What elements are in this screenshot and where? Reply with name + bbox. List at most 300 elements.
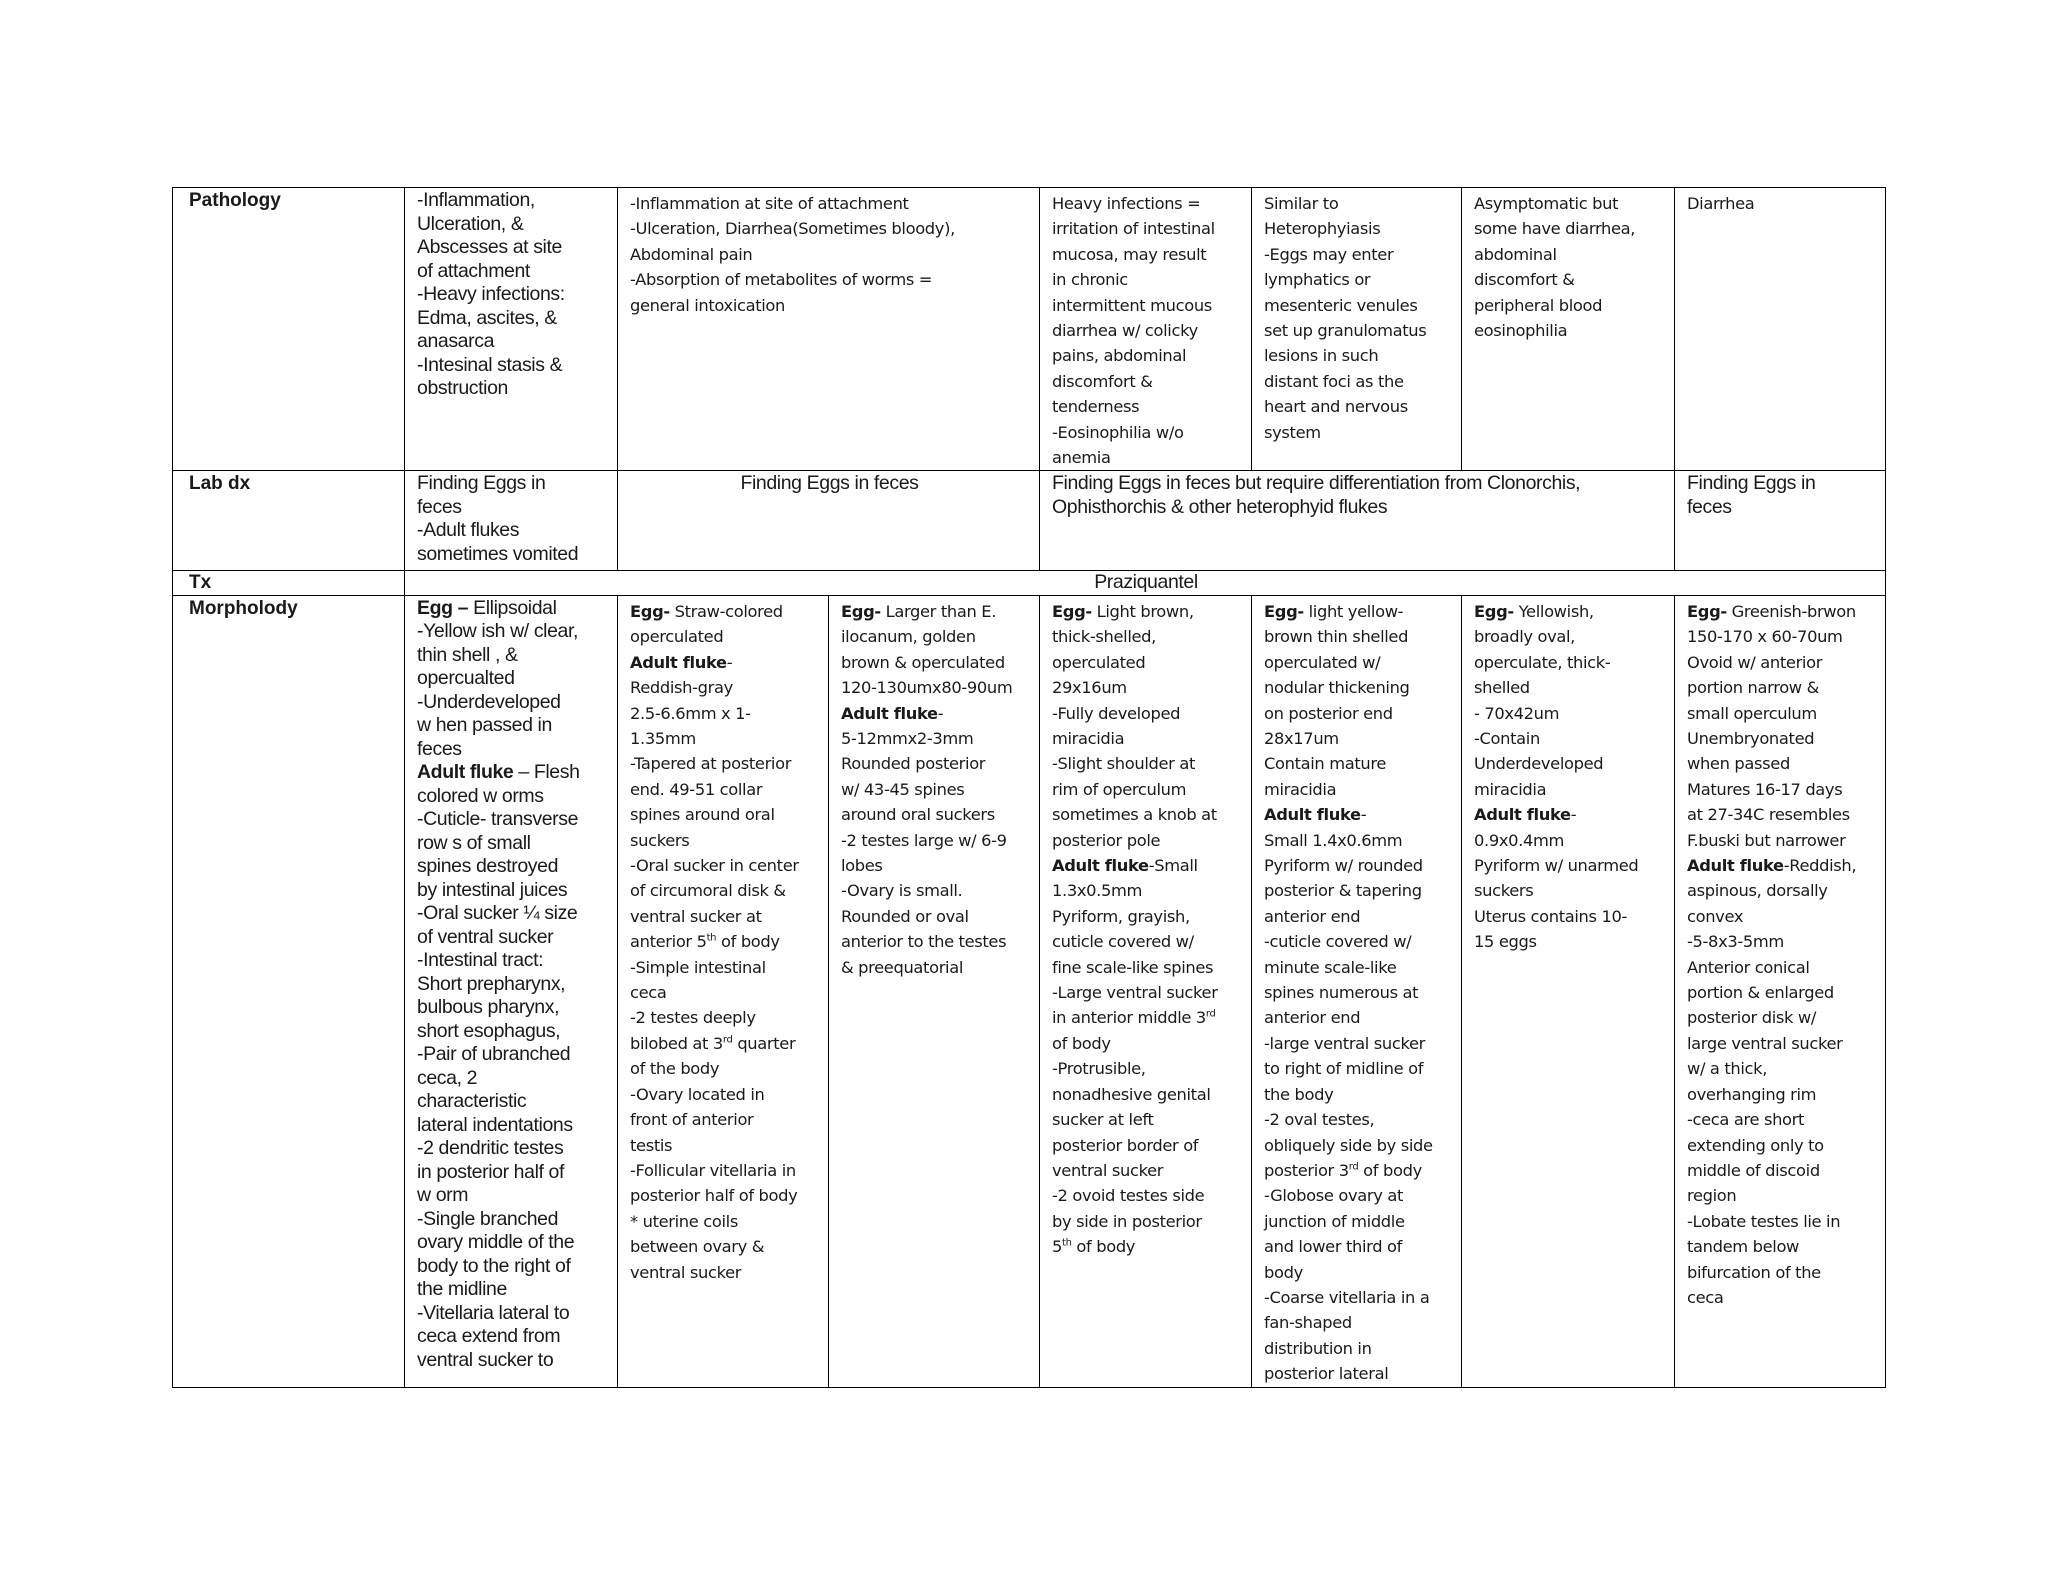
text-line bbox=[1052, 1209, 1241, 1234]
text-line bbox=[417, 879, 607, 903]
morphology-col6 bbox=[1462, 595, 1675, 1387]
line-text: posterior & tapering bbox=[1264, 881, 1422, 901]
line-text: ventral sucker bbox=[630, 1262, 742, 1282]
text-line bbox=[1687, 599, 1875, 624]
line-text: -ceca are short bbox=[1687, 1110, 1805, 1130]
text-line: -Intesinal stasis & bbox=[417, 353, 563, 376]
line-text: -cuticle covered w/ bbox=[1264, 932, 1412, 952]
line-text: colored w orms bbox=[417, 784, 544, 807]
text-line: feces bbox=[417, 495, 462, 518]
text-line bbox=[1687, 1031, 1875, 1056]
text-line bbox=[1687, 929, 1875, 954]
line-text: 0.9x0.4mm bbox=[1474, 830, 1564, 850]
text-line bbox=[417, 714, 607, 738]
text-line bbox=[1052, 1031, 1241, 1056]
text-line bbox=[1687, 1260, 1875, 1285]
bold-label: Adult fluke bbox=[417, 761, 519, 784]
text-line bbox=[1687, 701, 1875, 726]
header-lab-dx: Lab dx bbox=[173, 471, 405, 571]
text-line bbox=[417, 1020, 607, 1044]
text-line bbox=[1052, 878, 1241, 903]
text-line bbox=[630, 878, 818, 903]
text-line bbox=[630, 904, 818, 929]
line-text: short esophagus, bbox=[417, 1019, 561, 1042]
line-text: -Protrusible, bbox=[1052, 1059, 1146, 1079]
text-line bbox=[417, 597, 607, 621]
text-line: discomfort & bbox=[1474, 270, 1575, 290]
text-line bbox=[841, 878, 1029, 903]
line-text: when passed bbox=[1687, 754, 1790, 774]
text-line bbox=[630, 701, 818, 726]
text-line bbox=[1264, 1107, 1451, 1132]
line-text: sometimes a knob at bbox=[1052, 805, 1217, 825]
text-line bbox=[417, 644, 607, 668]
text-line: -Inflammation, bbox=[417, 189, 535, 211]
line-text: -2 testes deeply bbox=[630, 1008, 756, 1028]
text-line bbox=[1687, 1285, 1875, 1310]
text-line bbox=[417, 1302, 607, 1326]
text-line bbox=[1264, 624, 1451, 649]
line-text: light yellow- bbox=[1303, 601, 1404, 621]
line-text: of circumoral disk & bbox=[630, 881, 786, 901]
text-line bbox=[1052, 675, 1241, 700]
text-line: diarrhea w/ colicky bbox=[1052, 321, 1198, 341]
text-line bbox=[630, 751, 818, 776]
line-text: spines numerous at bbox=[1264, 983, 1419, 1003]
text-line bbox=[1474, 929, 1664, 954]
text-line bbox=[1264, 929, 1451, 954]
line-text: -Reddish, bbox=[1783, 856, 1857, 876]
line-text: -Cuticle- transverse bbox=[417, 808, 579, 831]
text-line: anemia bbox=[1052, 448, 1111, 468]
morphology-col2 bbox=[618, 595, 829, 1387]
line-text: -Slight shoulder at bbox=[1052, 754, 1196, 774]
labdx-col7 bbox=[1675, 471, 1886, 571]
text-line bbox=[630, 1031, 818, 1056]
text-line: mucosa, may result bbox=[1052, 244, 1207, 264]
text-line bbox=[417, 832, 607, 856]
line-text: Pyriform w/ unarmed bbox=[1474, 856, 1639, 876]
line-text: * uterine coils bbox=[630, 1211, 738, 1231]
text-line bbox=[417, 667, 607, 691]
text-line bbox=[841, 624, 1029, 649]
bold-label: Adult fluke bbox=[1052, 856, 1149, 876]
row-morphology bbox=[173, 595, 1886, 1387]
text-line bbox=[1687, 675, 1875, 700]
text-line bbox=[1264, 904, 1451, 929]
text-line bbox=[417, 973, 607, 997]
text-line bbox=[1474, 853, 1664, 878]
line-text: broadly oval, bbox=[1474, 627, 1575, 647]
line-text: -Follicular vitellaria in bbox=[630, 1160, 796, 1180]
line-text: -Intestinal tract: bbox=[417, 949, 544, 972]
line-text: posterior disk w/ bbox=[1687, 1008, 1817, 1028]
text-line bbox=[1687, 650, 1875, 675]
text-line bbox=[417, 926, 607, 950]
pathology-col4 bbox=[1040, 188, 1252, 471]
bold-label: Egg- bbox=[841, 601, 881, 621]
line-text: Small 1.4x0.6mm bbox=[1264, 830, 1403, 850]
line-text: Rounded or oval bbox=[841, 906, 969, 926]
line-text: Ellipsoidal bbox=[473, 596, 557, 619]
line-text: -Ovary located in bbox=[630, 1084, 765, 1104]
text-line bbox=[630, 1158, 818, 1183]
text-line bbox=[841, 828, 1029, 853]
text-line: Asymptomatic but bbox=[1474, 194, 1619, 213]
line-text: 120-130umx80-90um bbox=[841, 678, 1013, 698]
line-text: portion narrow & bbox=[1687, 678, 1819, 698]
text-line: discomfort & bbox=[1052, 371, 1153, 391]
line-text: - bbox=[1570, 805, 1577, 825]
text-line bbox=[630, 980, 818, 1005]
morphology-col3 bbox=[829, 595, 1040, 1387]
text-line bbox=[1264, 777, 1451, 802]
text-line bbox=[841, 929, 1029, 954]
text-line: Heavy infections = bbox=[1052, 194, 1201, 213]
line-text: - bbox=[937, 703, 944, 723]
text-line: lesions in such bbox=[1264, 346, 1379, 366]
line-text: ceca bbox=[630, 983, 667, 1003]
line-text: between ovary & bbox=[630, 1237, 765, 1257]
line-text: bulbous pharynx, bbox=[417, 996, 560, 1019]
line-text: F.buski but narrower bbox=[1687, 830, 1846, 850]
line-text: 5 bbox=[1052, 1237, 1063, 1257]
line-text: end. 49-51 collar bbox=[630, 779, 763, 799]
line-text: miracidia bbox=[1052, 729, 1125, 748]
text-line: lymphatics or bbox=[1264, 270, 1371, 290]
pathology-col7 bbox=[1675, 188, 1886, 471]
text-line: tenderness bbox=[1052, 397, 1140, 417]
line-text: body bbox=[1264, 1262, 1303, 1282]
text-line bbox=[1052, 980, 1241, 1005]
morphology-col7 bbox=[1675, 595, 1886, 1387]
text-line: -Heavy infections: bbox=[417, 283, 565, 305]
line-text: Light brown, bbox=[1091, 601, 1194, 621]
text-line bbox=[417, 1090, 607, 1114]
line-text: 5-12mmx2-3mm bbox=[841, 729, 974, 748]
line-text: -large ventral sucker bbox=[1264, 1033, 1425, 1053]
labdx-col2: Finding Eggs in feces bbox=[618, 471, 1040, 571]
text-line bbox=[841, 777, 1029, 802]
line-text: Underdeveloped bbox=[1474, 754, 1604, 774]
line-text: -Pair of ubranched bbox=[417, 1043, 571, 1066]
text-line bbox=[1474, 828, 1664, 853]
row-tx bbox=[173, 571, 1886, 596]
text-line bbox=[1264, 1336, 1451, 1361]
line-text: 1.3x0.5mm bbox=[1052, 881, 1142, 901]
text-line bbox=[1264, 1310, 1451, 1335]
text-line bbox=[841, 675, 1029, 700]
line-text: -2 testes large w/ 6-9 bbox=[841, 830, 1007, 850]
line-text: - 70x42um bbox=[1474, 703, 1560, 723]
text-line bbox=[1052, 1133, 1241, 1158]
line-text: bifurcation of the bbox=[1687, 1262, 1821, 1282]
text-line bbox=[1052, 701, 1241, 726]
text-line bbox=[1687, 726, 1875, 751]
tx-value: Praziquantel bbox=[405, 571, 1886, 596]
text-line bbox=[417, 1231, 607, 1255]
bold-label: Adult fluke bbox=[1687, 856, 1784, 876]
line-text: -2 ovoid testes side bbox=[1052, 1186, 1205, 1206]
line-text: operculated w/ bbox=[1264, 652, 1381, 672]
text-line bbox=[841, 853, 1029, 878]
text-line bbox=[630, 1056, 818, 1081]
text-line bbox=[417, 1278, 607, 1302]
text-line bbox=[1052, 624, 1241, 649]
line-text: thin shell , & bbox=[417, 643, 518, 666]
line-text: anterior end bbox=[1264, 906, 1361, 926]
line-text: suckers bbox=[630, 830, 690, 850]
text-line bbox=[630, 1107, 818, 1132]
line-text: obliquely side by side bbox=[1264, 1135, 1433, 1155]
line-text: 28x17um bbox=[1264, 729, 1339, 748]
line-text: 2.5-6.6mm x 1- bbox=[630, 703, 751, 723]
line-text: w orm bbox=[417, 1184, 469, 1207]
text-line bbox=[417, 1137, 607, 1161]
line-text: large ventral sucker bbox=[1687, 1033, 1843, 1053]
line-text: Ovoid w/ anterior bbox=[1687, 652, 1823, 672]
line-text: thick-shelled, bbox=[1052, 627, 1156, 647]
text-line bbox=[1474, 675, 1664, 700]
line-text: spines around oral bbox=[630, 805, 775, 825]
line-text: 1.35mm bbox=[630, 729, 696, 748]
text-line bbox=[630, 1260, 818, 1285]
text-line bbox=[417, 620, 607, 644]
text-line bbox=[841, 726, 1029, 751]
line-text: anterior to the testes bbox=[841, 932, 1007, 952]
text-line bbox=[841, 650, 1029, 675]
line-text: testis bbox=[630, 1135, 673, 1155]
line-text: small operculum bbox=[1687, 703, 1817, 723]
text-line: Abscesses at site bbox=[417, 236, 562, 258]
text-line bbox=[1687, 777, 1875, 802]
line-text: Uterus contains 10- bbox=[1474, 906, 1628, 926]
line-text: feces bbox=[417, 737, 462, 760]
text-line bbox=[1052, 1082, 1241, 1107]
text-line bbox=[1687, 853, 1875, 878]
text-line bbox=[1264, 1285, 1451, 1310]
text-line bbox=[417, 808, 607, 832]
text-line bbox=[630, 955, 818, 980]
line-text: 15 eggs bbox=[1474, 932, 1537, 952]
text-line bbox=[1052, 1005, 1241, 1030]
bold-label: Egg- bbox=[1052, 601, 1092, 621]
text-line bbox=[1052, 955, 1241, 980]
text-line bbox=[1687, 1005, 1875, 1030]
text-line: Finding Eggs in bbox=[417, 472, 546, 495]
line-text: w/ 43-45 spines bbox=[841, 779, 965, 799]
line-text: Short prepharynx, bbox=[417, 972, 566, 995]
line-text: miracidia bbox=[1474, 779, 1547, 799]
text-line bbox=[1052, 599, 1241, 624]
line-text: - bbox=[726, 652, 733, 672]
text-line bbox=[1264, 878, 1451, 903]
line-text: -Fully developed bbox=[1052, 703, 1181, 723]
text-line: abdominal bbox=[1474, 244, 1557, 264]
row-lab-dx bbox=[173, 471, 1886, 571]
pathology-col1 bbox=[405, 188, 618, 471]
line-text: Anterior conical bbox=[1687, 957, 1810, 977]
superscript: rd bbox=[1348, 1161, 1359, 1173]
text-line: in chronic bbox=[1052, 270, 1128, 290]
line-text: junction of middle bbox=[1264, 1211, 1405, 1231]
text-line bbox=[630, 1183, 818, 1208]
bold-label: Adult fluke bbox=[630, 652, 727, 672]
line-text: spines destroyed bbox=[417, 855, 559, 878]
text-line bbox=[630, 624, 818, 649]
bold-label: Egg- bbox=[1687, 601, 1727, 621]
text-line bbox=[630, 1082, 818, 1107]
text-line: Ophisthorchis & other heterophyid flukes bbox=[1052, 495, 1388, 518]
text-line: -Absorption of metabolites of worms = bbox=[630, 270, 933, 290]
line-text: nonadhesive genital bbox=[1052, 1084, 1211, 1104]
text-line bbox=[630, 1005, 818, 1030]
text-line bbox=[1264, 1209, 1451, 1234]
text-line bbox=[1052, 828, 1241, 853]
text-line bbox=[1474, 777, 1664, 802]
line-text: miracidia bbox=[1264, 779, 1337, 799]
text-line: set up granulomatus bbox=[1264, 321, 1427, 341]
text-line bbox=[417, 949, 607, 973]
bold-label: Egg- bbox=[630, 601, 670, 621]
line-text: the midline bbox=[417, 1278, 507, 1301]
line-text-after: of body bbox=[716, 932, 780, 952]
line-text: posterior border of bbox=[1052, 1135, 1199, 1155]
line-text: 29x16um bbox=[1052, 678, 1127, 698]
line-text: front of anterior bbox=[630, 1110, 754, 1130]
line-text: overhanging rim bbox=[1687, 1084, 1817, 1104]
line-text: Larger than E. bbox=[880, 601, 997, 621]
line-text: lobes bbox=[841, 856, 883, 876]
line-text: convex bbox=[1687, 906, 1744, 926]
text-line bbox=[1687, 1234, 1875, 1259]
line-text: the body bbox=[1264, 1084, 1334, 1104]
text-line bbox=[417, 1114, 607, 1138]
text-line bbox=[417, 738, 607, 762]
text-line bbox=[1052, 853, 1241, 878]
line-text: ilocanum, golden bbox=[841, 627, 976, 647]
text-line bbox=[1264, 675, 1451, 700]
text-line bbox=[1264, 701, 1451, 726]
line-text: -Simple intestinal bbox=[630, 957, 766, 977]
text-line bbox=[1687, 802, 1875, 827]
text-line bbox=[1264, 751, 1451, 776]
bold-label: Egg- bbox=[1264, 601, 1304, 621]
line-text: row s of small bbox=[417, 831, 531, 854]
text-line bbox=[1264, 1361, 1451, 1386]
line-text: Pyriform w/ rounded bbox=[1264, 856, 1423, 876]
morphology-col5 bbox=[1252, 595, 1462, 1387]
line-text: to right of midline of bbox=[1264, 1059, 1424, 1079]
text-line bbox=[417, 1184, 607, 1208]
text-line bbox=[1687, 1107, 1875, 1132]
text-line: mesenteric venules bbox=[1264, 295, 1418, 315]
text-line bbox=[1264, 955, 1451, 980]
text-line bbox=[1687, 624, 1875, 649]
line-text: Rounded posterior bbox=[841, 754, 986, 774]
text-line bbox=[630, 853, 818, 878]
line-text: of body bbox=[1052, 1033, 1111, 1053]
line-text: of ventral sucker bbox=[417, 925, 554, 948]
line-text: -Oral sucker in center bbox=[630, 856, 799, 876]
text-line bbox=[1474, 878, 1664, 903]
line-text: -Vitellaria lateral to bbox=[417, 1301, 570, 1324]
line-text: anterior 5 bbox=[630, 932, 707, 952]
pathology-col2 bbox=[618, 188, 1040, 471]
line-text: sucker at left bbox=[1052, 1110, 1154, 1130]
text-line bbox=[417, 1255, 607, 1279]
line-text: -Globose ovary at bbox=[1264, 1186, 1404, 1206]
text-line bbox=[1687, 828, 1875, 853]
line-text: -Yellow ish w/ clear, bbox=[417, 620, 579, 643]
morphology-col4 bbox=[1040, 595, 1252, 1387]
line-text: posterior 3 bbox=[1264, 1160, 1349, 1180]
line-text: Greenish-brwon bbox=[1726, 601, 1856, 621]
line-text: operculate, thick- bbox=[1474, 652, 1611, 672]
text-line bbox=[1264, 853, 1451, 878]
superscript: rd bbox=[722, 1034, 733, 1046]
line-text: -Oral sucker ¼ size bbox=[417, 902, 578, 925]
line-text: lateral indentations bbox=[417, 1113, 573, 1136]
line-text: w hen passed in bbox=[417, 714, 552, 737]
line-text: ovary middle of the bbox=[417, 1231, 575, 1254]
text-line bbox=[630, 777, 818, 802]
line-text: tandem below bbox=[1687, 1237, 1800, 1257]
bold-label: Adult fluke bbox=[841, 703, 938, 723]
text-line bbox=[1052, 650, 1241, 675]
text-line bbox=[417, 785, 607, 809]
text-line bbox=[630, 828, 818, 853]
text-line bbox=[417, 855, 607, 879]
text-line bbox=[1052, 1107, 1241, 1132]
header-pathology: Pathology bbox=[173, 188, 405, 471]
morphology-col1 bbox=[405, 595, 618, 1387]
text-line: peripheral blood bbox=[1474, 295, 1603, 315]
line-text: -Tapered at posterior bbox=[630, 754, 792, 774]
line-text: in anterior middle 3 bbox=[1052, 1008, 1206, 1028]
text-line bbox=[1687, 955, 1875, 980]
text-line bbox=[841, 599, 1029, 624]
line-text: -Contain bbox=[1474, 729, 1540, 748]
text-line: of attachment bbox=[417, 259, 530, 282]
text-line bbox=[417, 1161, 607, 1185]
text-line bbox=[417, 691, 607, 715]
line-text: suckers bbox=[1474, 881, 1534, 901]
text-line: Edma, ascites, & bbox=[417, 306, 557, 329]
text-line bbox=[1687, 1133, 1875, 1158]
line-text: characteristic bbox=[417, 1090, 527, 1113]
text-line: Abdominal pain bbox=[630, 244, 753, 264]
text-line bbox=[1052, 1234, 1241, 1259]
line-text: -Lobate testes lie in bbox=[1687, 1211, 1841, 1231]
text-line bbox=[841, 955, 1029, 980]
text-line: general intoxication bbox=[630, 295, 786, 315]
line-text: operculated bbox=[1052, 652, 1146, 672]
bold-label: Adult fluke bbox=[1474, 805, 1571, 825]
line-text: anterior end bbox=[1264, 1008, 1361, 1028]
text-line bbox=[417, 1043, 607, 1067]
header-tx: Tx bbox=[173, 571, 405, 596]
line-text-after: of body bbox=[1358, 1160, 1422, 1180]
text-line: -Eggs may enter bbox=[1264, 244, 1394, 264]
text-line: feces bbox=[1687, 495, 1732, 518]
line-text-after: quarter bbox=[732, 1033, 796, 1053]
text-line bbox=[1052, 929, 1241, 954]
line-text: opercualted bbox=[417, 667, 515, 690]
text-line: -Ulceration, Diarrhea(Sometimes bloody), bbox=[630, 219, 955, 239]
line-text: by side in posterior bbox=[1052, 1211, 1202, 1231]
text-line bbox=[417, 902, 607, 926]
